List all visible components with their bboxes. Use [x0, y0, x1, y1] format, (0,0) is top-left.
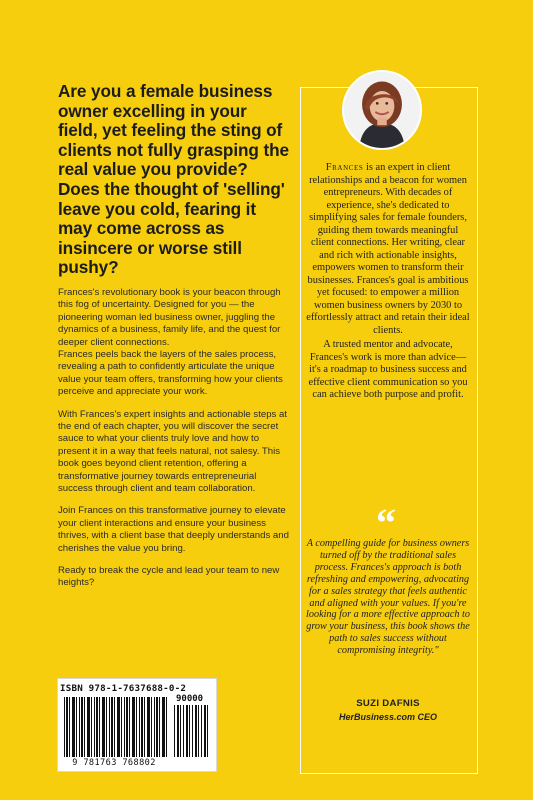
price-barcode-bars — [174, 705, 210, 757]
bio-paragraph-1 — [306, 162, 470, 337]
author-photo — [342, 70, 422, 150]
isbn-barcode — [57, 678, 217, 772]
bio-paragraph-2: A trusted mentor and advocate, Frances's work is more than advice—it's a roadmap to business success and effective client communication so you can achieve both purpose and profit. — [308, 339, 468, 400]
blurb-paragraph-1: Frances's revolutionary book is your beacon through this fog of uncertainty. Designed for you — the pioneering woman led business owner, juggling the dynamics of a business, family life, and the quest for deeper client connections. — [58, 286, 281, 348]
blurb-paragraph-4: Join Frances on this transformative journey to elevate your client interactions and ensure your business thrives, with a client base that deeply understands and cherishes the value you bring. — [58, 505, 289, 554]
testimonial-quote: A compelling guide for business owners turned off by the traditional sales process. Frances's approach is both refreshing and empowering, advocating for a sales strategy that feels authentic and aligned with your values. If you're looking for a more effective approach to grow your business, this book shows the path to sales success without compromising integrity." — [306, 538, 470, 657]
price-code: 90000 — [176, 694, 204, 704]
author-portrait-illustration — [344, 72, 420, 148]
testimonial-author-title: HerBusiness.com CEO — [338, 712, 438, 722]
quote-mark-icon: “ — [376, 500, 396, 545]
blurb-paragraph-3: With Frances's expert insights and actionable steps at the end of each chapter, you will discover the secret sauce to what your clients truly love and how to present it in a way that feels natural, not salesy. This book goes beyond client retention, offering a transformative journey towards entrepreneurial success through client and team collaboration. — [58, 408, 287, 495]
blurb-column — [58, 82, 290, 600]
bio-author-name: Frances — [325, 162, 364, 173]
bio-paragraph-1-text: is an expert in client relationships and a beacon for women entrepreneurs. With decades of experience, she's dedicated to simplifying sales for female founders, guiding them towards meaningful client connections. Her writing, clear and rich with actionable insights, empowers women to transform their businesses. Frances's goal is ambitious yet focused: to empower a million women business owners by 2030 to effortlessly attract and retain their ideal clients. — [306, 162, 470, 336]
ean-barcode-bars — [64, 697, 168, 757]
blurb-paragraph-5: Ready to break the cycle and lead your team to new heights? — [58, 565, 280, 589]
author-bio — [306, 162, 470, 404]
headline: Are you a female business owner excelling in your field, yet feeling the sting of clients not fully grasping the real value you provide? Does the thought of 'selling' leave you cold, fearing it may come across as insincere or worse still pushy? — [58, 81, 289, 278]
testimonial-author: SUZI DAFNIS — [356, 698, 420, 709]
ean-digits: 9 781763 768802 — [58, 758, 170, 768]
blurb-paragraph-2: Frances peels back the layers of the sales process, revealing a path to confidently articulate the unique value your team offers, transforming how your clients perceive and appreciate your work. — [58, 348, 283, 398]
isbn-number: ISBN 978-1-7637688-0-2 — [60, 683, 187, 694]
